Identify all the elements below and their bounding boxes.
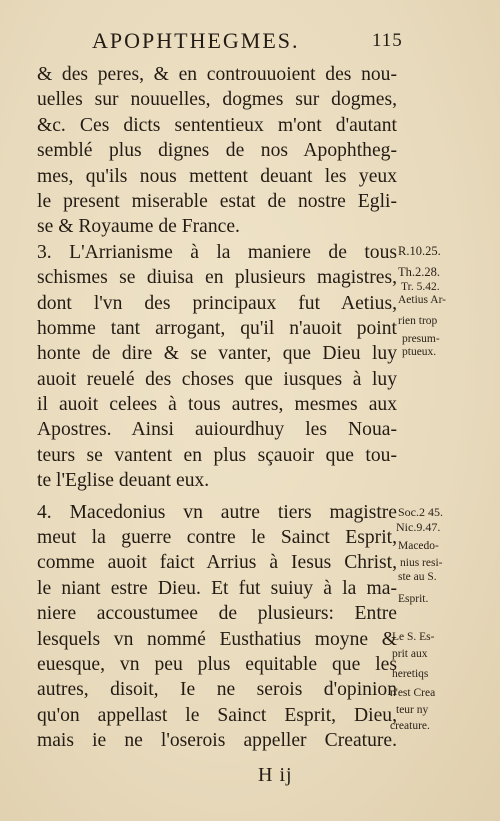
text-line: il auoit celees à tous autres, mesmes aux xyxy=(37,394,397,416)
text-line: honte de dire & se vanter, que Dieu luy xyxy=(37,343,397,365)
text-line: semblé plus dignes de nos Apophtheg- xyxy=(37,140,397,162)
running-head: APOPHTHEGMES. xyxy=(92,28,300,53)
margin-note: Th.2.28. xyxy=(398,265,441,279)
margin-note: heretiqs xyxy=(392,668,429,680)
margin-note: Esprit. xyxy=(398,593,429,605)
text-line: lesquels vn nommé Eusthatius moyne & xyxy=(37,628,397,650)
text-line: mais ie ne l'oserois appeller Creature. xyxy=(37,730,397,752)
margin-note: presum- xyxy=(402,333,440,345)
paragraph-4-start: 4. Macedonius vn autre tiers magistre xyxy=(37,501,397,523)
text-line: homme tant arrogant, qu'il n'auoit point xyxy=(37,317,397,339)
text-line: comme auoit faict Arrius à Iesus Christ, xyxy=(37,552,397,574)
text-line: teurs se vantent en plus sçauoir que tou- xyxy=(37,444,397,466)
text-line: dont l'vn des principaux fut Aetius, xyxy=(37,292,397,314)
text-line: meut la guerre contre le Sainct Esprit, xyxy=(37,527,397,549)
margin-note: n'est Crea xyxy=(390,687,436,699)
signature-mark: H ij xyxy=(258,764,293,786)
text-line: Apostres. Ainsi auiourdhuy les Noua- xyxy=(37,419,397,441)
page-number: 115 xyxy=(372,30,403,51)
margin-note: teur ny xyxy=(396,704,429,716)
margin-note: nius resi- xyxy=(400,557,443,569)
text-line: &c. Ces dicts sententieux m'ont d'autant xyxy=(37,114,397,136)
margin-note: Tr. 5.42. xyxy=(401,281,440,293)
margin-note: Macedo- xyxy=(398,540,439,552)
margin-note: Le S. Es- xyxy=(392,631,435,643)
text-line: le present miserable estat de nostre Egli- xyxy=(37,190,397,212)
margin-note: creature. xyxy=(390,720,430,732)
margin-note: rien trop xyxy=(398,315,438,327)
text-line: & des peres, & en controuuoient des nou- xyxy=(37,64,397,85)
paragraph-3-start: 3. L'Arrianisme à la maniere de tous xyxy=(37,241,397,263)
text-line: autres, disoit, Ie ne serois d'opinion xyxy=(37,679,397,701)
margin-note: R.10.25. xyxy=(398,244,441,258)
text-line: le niant estre Dieu. Et fut suiuy à la ma- xyxy=(37,577,397,599)
text-line: schismes se diuisa en plusieurs magistres, xyxy=(37,267,397,289)
margin-note: Nic.9.47. xyxy=(396,520,441,534)
margin-note: Soc.2 45. xyxy=(398,505,443,519)
margin-note: ptueux. xyxy=(402,346,437,358)
page-header xyxy=(0,26,500,56)
margin-note: prit aux xyxy=(392,648,428,660)
text-line: auoit reuelé des choses que iusques à luy xyxy=(37,368,397,390)
text-line: niere accoustumee de plusieurs: Entre xyxy=(37,603,397,625)
margin-note: Aetius Ar- xyxy=(398,294,446,306)
margin-note: ste au S. xyxy=(398,571,437,583)
text-line: euesque, vn peu plus equitable que les xyxy=(37,653,397,675)
text-line: te l'Eglise deuant eux. xyxy=(37,470,210,492)
text-line: qu'on appellast le Sainct Esprit, Dieu, xyxy=(37,704,397,726)
text-line: mes, qu'ils nous mettent deuant les yeux xyxy=(37,165,397,187)
text-line: se & Royaume de France. xyxy=(37,216,240,238)
text-line: uelles sur nouuelles, dogmes sur dogmes, xyxy=(37,89,397,111)
body-text xyxy=(37,62,397,754)
